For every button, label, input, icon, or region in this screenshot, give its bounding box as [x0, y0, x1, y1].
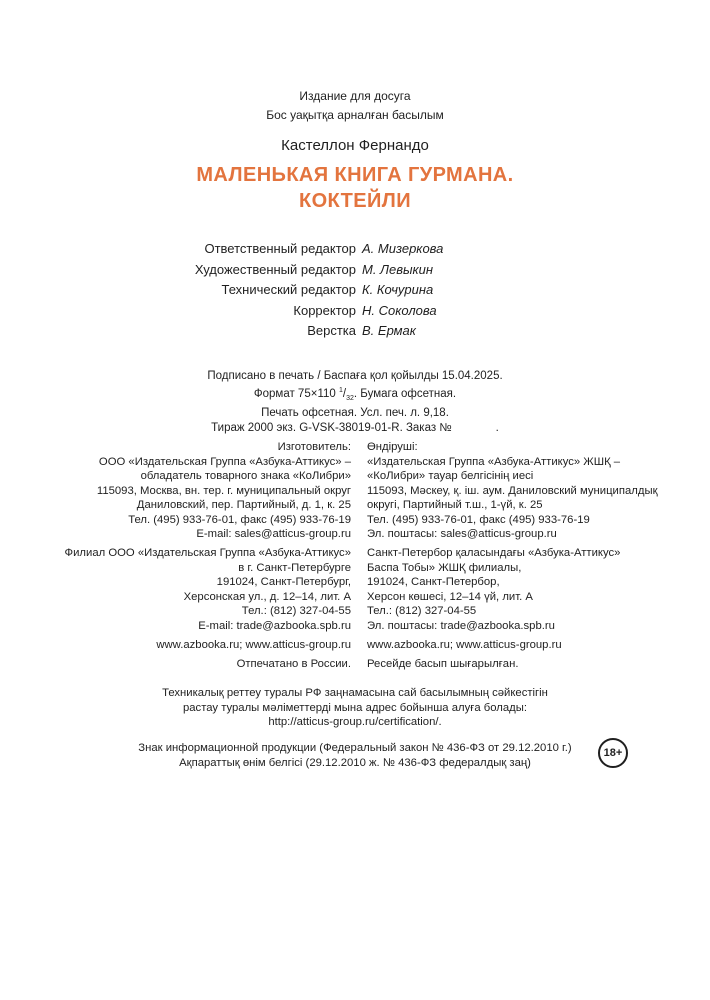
credits: [0, 239, 710, 342]
edition-ru: Издание для досуга: [299, 89, 411, 103]
book-title-line1: МАЛЕНЬКАЯ КНИГА ГУРМАНА.: [196, 164, 514, 186]
printed-kz: Ресейде басып шығарылған.: [367, 658, 519, 670]
credit-name: М. Левыкин: [362, 261, 434, 277]
info-sign-note: Знак информационной продукции (Федеральный закон № 436-ФЗ от 29.12.2010 г.) Ақпараттық өнім белгісі (29.12.2010 ж. № 436-ФЗ федералдық заң): [138, 742, 572, 769]
branch-block: [0, 546, 710, 633]
certification-note: Техникалық реттеу туралы РФ заңнамасына сай басылымның сәйкестігін растау туралы мәліметтерді мына адрес бойынша алуға болады: http://atticus-group.ru/certification/.: [162, 687, 548, 728]
credit-name: В. Ермак: [362, 323, 416, 338]
print-method: Печать офсетная. Усл. печ. л. 9,18.: [261, 407, 449, 420]
credit-row: [0, 321, 710, 342]
book-title-line2: КОКТЕЙЛИ: [298, 190, 411, 212]
websites-kz: www.azbooka.ru; www.atticus-group.ru: [367, 639, 562, 651]
manufacturer-ru: Изготовитель: ООО «Издательская Группа «Азбука-Аттикус» – обладатель товарного знака «КоЛибри» 115093, Москва, вн. тер. г. муниципальный округ Даниловский, пер. Партийный, д. 1, к. 25 Тел. (495) 933-76-01, факс (495) 933-76-19 E-mail: sales@atticus-group.ru: [96, 441, 351, 540]
websites-ru: www.azbooka.ru; www.atticus-group.ru: [156, 639, 351, 651]
credit-role: Художественный редактор: [194, 261, 356, 277]
manufacturer-kz: Өндіруші: «Издательская Группа «Азбука-Аттикус» ЖШҚ – «КоЛибри» тауар белгісінің иесі 115093, Мәскеу, қ. іш. аум. Даниловский муниципалдық округі, Партийный т.ш., 1-үй, к. 25 Тел. (495) 933-76-01, факс (495) 933-76-19 Эл. поштасы: sales@atticus-group.ru: [367, 441, 658, 540]
print-signed: Подписано в печать / Баспаға қол қойылды 15.04.2025.: [207, 370, 503, 382]
branch-ru: Филиал ООО «Издательская Группа «Азбука-Аттикус» в г. Санкт-Петербурге 191024, Санкт-Петербург, Херсонская ул., д. 12–14, лит. А Тел.: (812) 327-04-55 E-mail: trade@azbooka.spb.ru: [64, 547, 351, 632]
credit-name: А. Мизеркова: [362, 241, 444, 256]
branch-kz: Санкт-Петербор қаласындағы «Азбука-Аттикус» Баспа Тобы» ЖШҚ филиалы, 191024, Санкт-Петербор, Херсон көшесі, 12–14 үй, лит. А Тел.: (812) 327-04-55 Эл. поштасы: trade@azbooka.spb.ru: [367, 547, 621, 632]
websites-row: [0, 638, 710, 653]
print-run: Тираж 2000 экз. G-VSK-38019-01-R. Заказ № .: [211, 421, 499, 434]
credit-row: [0, 280, 710, 301]
printed-row: [0, 657, 710, 672]
credit-row: [0, 301, 710, 322]
manufacturer-block: [0, 440, 710, 542]
author: Кастеллон Фернандо: [281, 137, 429, 154]
credit-row: [0, 260, 710, 281]
credit-row: [0, 239, 710, 260]
credit-role: Технический редактор: [221, 282, 356, 297]
age-rating-badge: 18+: [598, 738, 628, 768]
credit-role: Ответственный редактор: [204, 241, 356, 256]
credit-role: Корректор: [293, 302, 356, 318]
credit-name: К. Кочурина: [362, 282, 434, 297]
print-format: Формат 75×110 $^1/_{32}$. Бумага офсетная.: [253, 386, 457, 402]
printed-ru: Отпечатано в России.: [236, 658, 351, 670]
print-info: [0, 369, 710, 435]
edition-kz: Бос уақытқа арналған басылым: [266, 108, 444, 122]
credit-role: Верстка: [307, 323, 356, 338]
credit-name: Н. Соколова: [362, 302, 437, 318]
